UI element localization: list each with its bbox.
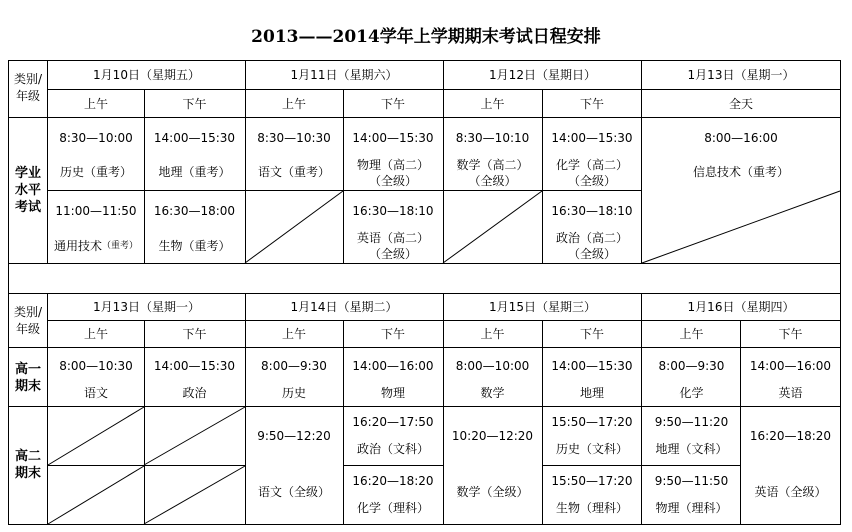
exam-subject: 语文	[83, 386, 108, 400]
exam-subject: 英语（全级）	[754, 485, 827, 499]
exam-time: 16:20—18:20	[749, 429, 832, 443]
exam-subject-note: （全级）	[468, 173, 517, 188]
exam-time: 14:00—15:30	[551, 359, 633, 373]
exam-time: 11:00—11:50	[55, 204, 137, 218]
exam-time: 14:00—15:30	[551, 131, 633, 145]
exam-subject: 政治（文科）	[356, 442, 429, 456]
exam-time: 16:20—17:50	[352, 415, 434, 429]
corner-label-bottom: 年级	[15, 322, 40, 336]
exam-time: 15:50—17:20	[551, 474, 633, 488]
exam-subject: 政治（高二）	[555, 230, 628, 245]
exam-subject-note: （全级）	[368, 246, 417, 261]
exam-time: 14:00—15:30	[352, 131, 434, 145]
period-header: 下午	[380, 327, 405, 341]
exam-subject: 英语（高二）	[356, 230, 429, 245]
exam-subject: 历史	[281, 386, 306, 400]
exam-subject: 历史（重考）	[59, 165, 132, 179]
page-title: 2013——2014学年上学期期末考试日程安排	[251, 27, 601, 47]
exam-subject-name: 通用技术	[53, 239, 102, 253]
period-header: 全天	[728, 96, 753, 111]
exam-time: 8:00—16:00	[704, 131, 778, 145]
period-header: 下午	[579, 327, 604, 341]
date-header: 1月13日（星期一）	[93, 300, 200, 314]
exam-time: 8:30—10:00	[59, 131, 133, 145]
period-header: 上午	[83, 96, 108, 111]
date-header: 1月15日（星期三）	[489, 300, 596, 314]
exam-subject: 化学	[679, 386, 704, 400]
exam-time: 8:00—9:30	[658, 359, 725, 373]
exam-subject: 地理（重考）	[158, 165, 231, 179]
exam-time: 14:00—16:00	[749, 359, 832, 373]
exam-time: 16:30—18:10	[352, 204, 434, 218]
exam-time: 15:50—17:20	[551, 415, 633, 429]
date-header: 1月10日（星期五）	[93, 68, 200, 82]
exam-subject-tag: （重考）	[102, 241, 139, 251]
row-label: 期末	[14, 379, 41, 394]
exam-time: 8:30—10:10	[455, 131, 530, 145]
exam-subject: 政治	[182, 386, 207, 400]
exam-subject: 物理（理科）	[655, 501, 728, 515]
period-header: 上午	[281, 327, 306, 341]
exam-subject: 生物（重考）	[158, 239, 231, 253]
exam-subject: 英语	[778, 386, 803, 400]
period-header: 上午	[679, 327, 704, 341]
exam-time: 16:20—18:20	[352, 474, 434, 488]
period-header: 上午	[83, 327, 108, 341]
row-label: 高一	[14, 362, 41, 377]
corner-label-top: 类别/	[13, 305, 43, 319]
exam-time: 8:00—9:30	[261, 359, 327, 373]
exam-subject: 化学（高二）	[555, 157, 628, 172]
exam-time: 16:30—18:10	[551, 204, 633, 218]
row-label: 高二	[14, 449, 41, 464]
exam-subject: 历史（文科）	[555, 442, 628, 456]
exam-subject: 语文（重考）	[257, 165, 330, 179]
date-header: 1月12日（星期日）	[489, 68, 596, 82]
exam-time: 8:00—10:30	[59, 359, 133, 373]
exam-subject: 物理（高二）	[356, 157, 429, 172]
corner-label-top: 类别/	[13, 72, 43, 86]
exam-subject: 数学（高二）	[456, 157, 529, 172]
corner-label-bottom: 年级	[15, 89, 40, 103]
exam-subject: 化学（理科）	[356, 501, 429, 515]
period-header: 下午	[579, 96, 604, 111]
exam-subject: 生物（理科）	[555, 501, 628, 515]
exam-subject: 语文（全级）	[257, 485, 330, 499]
exam-time: 8:30—10:30	[257, 131, 331, 145]
exam-time: 8:00—10:00	[455, 359, 530, 373]
period-header: 下午	[778, 327, 803, 341]
row-label: 考试	[14, 200, 41, 215]
exam-subject: 物理	[380, 386, 405, 400]
period-header: 下午	[182, 96, 207, 111]
exam-time: 16:30—18:00	[153, 204, 236, 218]
date-header: 1月13日（星期一）	[687, 68, 795, 82]
exam-subject-note: （全级）	[368, 173, 417, 188]
exam-subject: 地理	[579, 386, 604, 400]
exam-subject: 信息技术（重考）	[692, 165, 789, 179]
exam-time: 14:00—15:30	[153, 131, 236, 145]
exam-time: 14:00—16:00	[352, 359, 434, 373]
row-label: 期末	[14, 466, 41, 481]
period-header: 下午	[380, 96, 405, 111]
exam-subject: 数学	[480, 386, 505, 400]
date-header: 1月11日（星期六）	[290, 68, 398, 82]
exam-time: 9:50—11:20	[654, 415, 729, 429]
period-header: 下午	[182, 327, 207, 341]
row-label: 学业	[14, 166, 41, 181]
exam-time: 9:50—12:20	[257, 429, 331, 443]
date-header: 1月16日（星期四）	[687, 300, 795, 314]
period-header: 上午	[281, 96, 306, 111]
exam-subject-note: （全级）	[567, 246, 616, 261]
period-header: 上午	[480, 327, 505, 341]
exam-time: 10:20—12:20	[451, 429, 534, 443]
exam-subject: 数学（全级）	[456, 485, 529, 499]
date-header: 1月14日（星期二）	[290, 300, 398, 314]
exam-subject	[48, 238, 144, 254]
period-header: 上午	[480, 96, 505, 111]
exam-time: 9:50—11:50	[654, 474, 729, 488]
exam-time: 14:00—15:30	[153, 359, 236, 373]
exam-subject-note: （全级）	[567, 173, 616, 188]
row-label: 水平	[14, 183, 41, 198]
exam-subject: 地理（文科）	[655, 442, 728, 456]
